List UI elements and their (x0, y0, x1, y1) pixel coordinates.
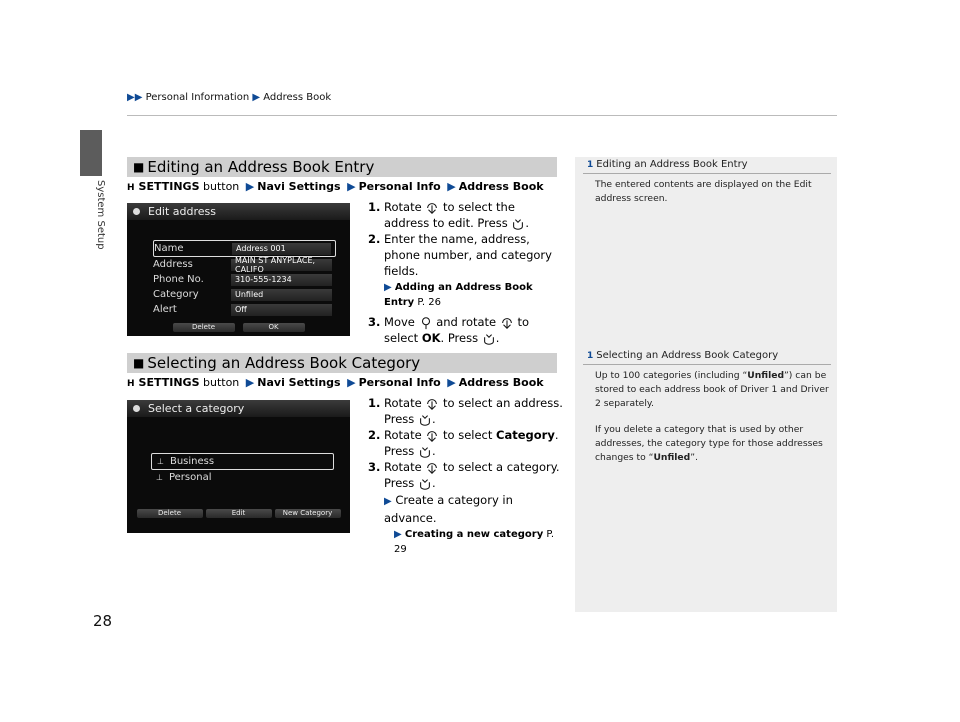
screen-title-bar (127, 203, 350, 220)
square-bullet-icon: ■ (133, 160, 145, 174)
screen-row-address[interactable] (153, 257, 336, 272)
header-rule (127, 115, 837, 116)
step-text: and rotate (436, 315, 497, 329)
path-item: Address Book (458, 376, 544, 389)
step-3 (368, 459, 563, 491)
steps-edit (368, 199, 563, 346)
category-item-business[interactable] (151, 453, 334, 470)
section-heading-edit (127, 157, 557, 177)
breadcrumb-part2[interactable]: Address Book (263, 92, 332, 103)
step-text: to select (384, 315, 529, 345)
arrow-icon: ▶▶ (127, 92, 143, 103)
ok-button[interactable]: OK (243, 323, 305, 332)
note-icon: 1 (587, 351, 594, 361)
step-text: to select (443, 428, 493, 442)
screen-title: Select a category (148, 402, 245, 415)
press-icon (482, 332, 496, 346)
section-heading-text: Selecting an Address Book Category (147, 354, 421, 372)
screen-button-bar (127, 509, 350, 518)
arrow-icon: ▶ (347, 180, 356, 193)
move-icon (419, 316, 433, 330)
arrow-icon: ▶ (245, 376, 255, 389)
screen-row-name[interactable] (153, 240, 336, 257)
row-value: Off (231, 304, 332, 316)
step-text: to select a category. (443, 460, 560, 474)
page-number: 28 (93, 612, 113, 630)
arrow-icon: ▶ (245, 180, 255, 193)
step-text: . (431, 476, 436, 490)
press-icon (418, 413, 432, 427)
screen-row-category[interactable] (153, 287, 336, 302)
step-2 (368, 427, 563, 459)
menu-path (127, 376, 544, 389)
rotate-icon (425, 461, 439, 475)
menu-path (127, 180, 544, 193)
reference-page: P. 29 (394, 529, 555, 555)
row-label: Alert (153, 304, 177, 315)
note-text: Up to 100 categories (including “ (595, 370, 748, 381)
screen-title-bar (127, 400, 350, 417)
delete-button[interactable]: Delete (137, 509, 203, 518)
screen-dot-icon (133, 208, 140, 215)
row-value: MAIN ST ANYPLACE, CALIFO (231, 259, 332, 271)
row-value: Address 001 (232, 243, 331, 255)
step-number: 3. (368, 460, 381, 474)
row-value: Unfiled (231, 289, 332, 301)
path-settings: SETTINGS (138, 180, 200, 193)
new-category-button[interactable]: New Category (275, 509, 341, 518)
substep-text: Create a category in advance. (384, 493, 513, 525)
step-3 (368, 314, 563, 346)
step-number: 2. (368, 232, 381, 246)
path-item: Personal Info (358, 376, 441, 389)
note-text: If you delete a category that is used by other addresses, the category type for those addresses changes to “ (595, 424, 823, 463)
edit-address-screen (127, 203, 350, 336)
arrow-icon: ▶ (384, 496, 392, 507)
substep (368, 492, 563, 526)
category-icon: ⊥ (157, 457, 164, 466)
step-number: 2. (368, 428, 381, 442)
step-number: 1. (368, 200, 381, 214)
screen-row-phone[interactable] (153, 272, 336, 287)
step-text: Press (384, 412, 415, 426)
step-text: Press (384, 444, 415, 458)
category-item-personal[interactable] (151, 470, 334, 485)
home-icon: H (127, 183, 135, 193)
row-value: 310-555-1234 (231, 274, 332, 286)
rotate-icon (425, 429, 439, 443)
note-bold: Unfiled (653, 452, 691, 463)
step-text: to select the address to edit. Press (384, 200, 515, 230)
steps-category (368, 395, 563, 557)
step-text: Rotate (384, 460, 422, 474)
section-heading-text: Editing an Address Book Entry (147, 158, 375, 176)
path-button-word: button (203, 180, 240, 193)
rotate-icon (425, 397, 439, 411)
step-text: . (431, 444, 436, 458)
step-text: Rotate (384, 200, 422, 214)
category-list (127, 417, 350, 485)
cross-reference[interactable] (368, 280, 563, 310)
screen-title: Edit address (148, 205, 217, 218)
step-text: to select an address. (443, 396, 563, 410)
row-label: Name (154, 243, 184, 254)
step-text: Move (384, 315, 415, 329)
step-category: Category (496, 428, 555, 442)
note-icon: 1 (587, 160, 594, 170)
row-label: Category (153, 289, 199, 300)
step-text: . (495, 331, 500, 345)
arrow-icon: ▶ (447, 180, 456, 193)
step-text: Rotate (384, 396, 422, 410)
breadcrumb (127, 92, 331, 103)
square-bullet-icon: ■ (133, 356, 145, 370)
screen-button-bar (127, 323, 350, 332)
path-settings: SETTINGS (138, 376, 200, 389)
home-icon: H (127, 379, 135, 389)
category-label: Business (169, 456, 215, 467)
path-item: Navi Settings (257, 180, 341, 193)
breadcrumb-part1[interactable]: Personal Information (145, 92, 250, 103)
reference-page: P. 26 (417, 297, 441, 308)
screen-dot-icon (133, 405, 140, 412)
arrow-icon: ▶ (447, 376, 456, 389)
note-bold: Unfiled (747, 370, 785, 381)
note-title-text: Editing an Address Book Entry (596, 159, 748, 170)
side-tab-label: System Setup (95, 180, 106, 250)
select-category-screen (127, 400, 350, 533)
step-text: . (525, 216, 530, 230)
row-label: Phone No. (153, 274, 204, 285)
section-heading-category (127, 353, 557, 373)
category-label: Personal (168, 472, 212, 483)
path-item: Navi Settings (257, 376, 341, 389)
screen-row-alert[interactable] (153, 302, 336, 317)
step-text: . (431, 412, 436, 426)
step-text: . (554, 428, 559, 442)
press-icon (511, 217, 525, 231)
arrow-icon: ▶ (347, 376, 356, 389)
note-title-text: Selecting an Address Book Category (596, 350, 779, 361)
rotate-icon (425, 201, 439, 215)
screen-rows (127, 220, 350, 317)
press-icon (418, 477, 432, 491)
category-icon: ⊥ (156, 473, 163, 482)
note-body-category-p1 (575, 365, 837, 411)
step-text: Rotate (384, 428, 422, 442)
step-2 (368, 231, 563, 279)
step-ok: OK (421, 331, 441, 345)
reference-icon: ▶ (384, 282, 392, 293)
step-number: 3. (368, 315, 381, 329)
step-text: . Press (440, 331, 479, 345)
delete-button[interactable]: Delete (173, 323, 235, 332)
note-title-edit (575, 157, 837, 173)
step-text: Enter the name, address, phone number, and category fields. (384, 232, 552, 278)
notes-panel (575, 157, 837, 612)
note-title-category (575, 348, 837, 364)
side-tab (80, 130, 102, 176)
step-number: 1. (368, 396, 381, 410)
path-item: Personal Info (358, 180, 441, 193)
path-item: Address Book (458, 180, 544, 193)
reference-label: Adding an Address Book Entry (384, 282, 533, 308)
path-button-word: button (203, 376, 240, 389)
rotate-icon (500, 316, 514, 330)
row-label: Address (153, 259, 193, 270)
reference-label: Creating a new category (404, 529, 544, 540)
step-1 (368, 395, 563, 427)
note-body-edit: The entered contents are displayed on the Edit address screen. (595, 179, 812, 204)
note-text: ”. (690, 452, 698, 463)
reference-icon: ▶ (394, 529, 402, 540)
cross-reference[interactable] (368, 527, 563, 557)
note-category (575, 348, 837, 465)
step-text: Press (384, 476, 415, 490)
note-text: ”) can be stored to each address book of Driver 1 and Driver 2 separately. (595, 370, 829, 409)
press-icon (418, 445, 432, 459)
note-body-category-p2 (575, 411, 837, 465)
edit-button[interactable]: Edit (206, 509, 272, 518)
arrow-icon: ▶ (252, 92, 261, 103)
step-1 (368, 199, 563, 231)
